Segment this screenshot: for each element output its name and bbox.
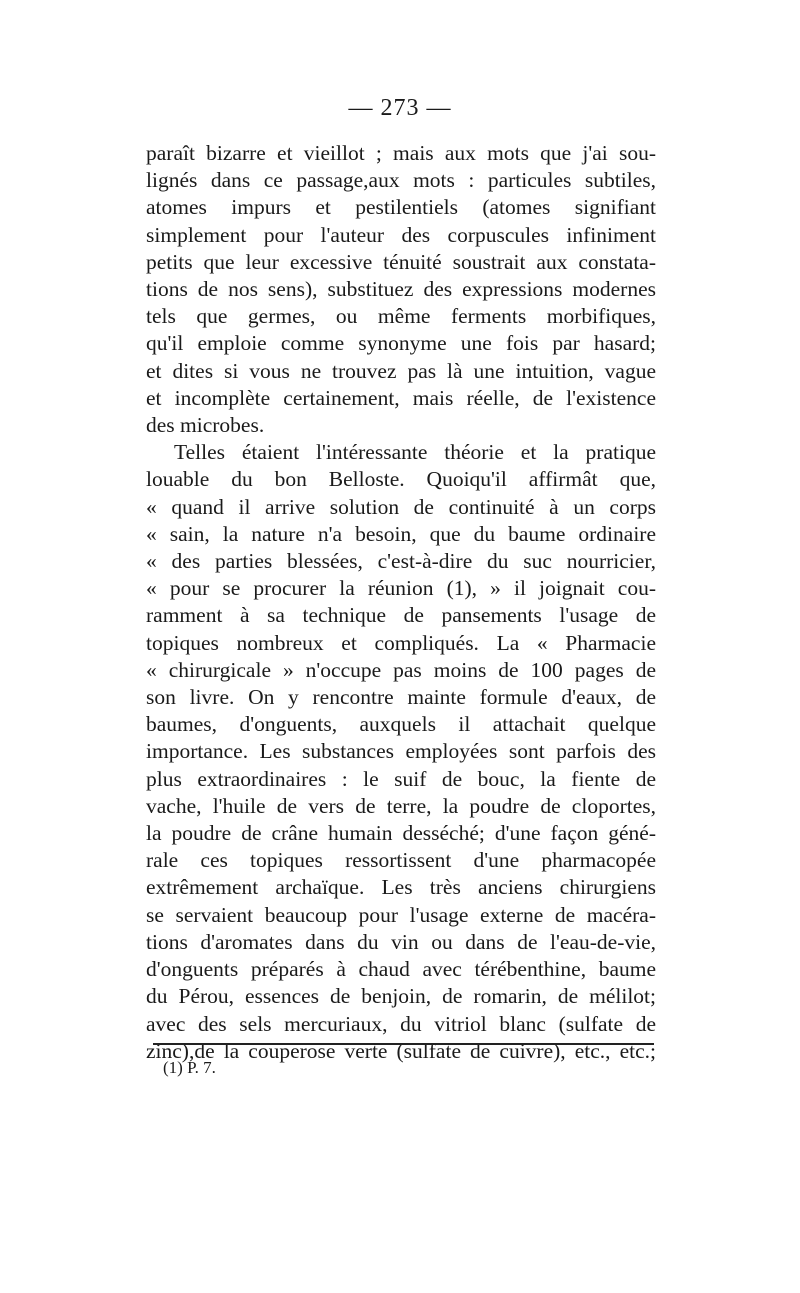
text-line: importance. Les substances employées sont parfois des <box>146 739 656 764</box>
text-line: rale ces topiques ressortissent d'une pharmacopée <box>146 848 656 873</box>
text-line: Telles étaient l'intéressante théorie et la pratique <box>174 440 656 465</box>
text-line: plus extraordinaires : le suif de bouc, la fiente de <box>146 766 656 791</box>
text-line: qu'il emploie comme synonyme une fois par hasard; <box>146 331 656 356</box>
text-line: se servaient beaucoup pour l'usage externe de macéra- <box>146 902 656 927</box>
page-number: — 273 — <box>348 95 452 121</box>
text-line: tions de nos sens), substituez des expressions modernes <box>146 277 656 302</box>
body-text <box>146 140 656 1065</box>
text-line: topiques nombreux et compliqués. La « Pharmacie <box>146 630 656 655</box>
text-line: « quand il arrive solution de continuité à un corps <box>146 494 656 519</box>
text-line: simplement pour l'auteur des corpuscules infiniment <box>146 222 656 247</box>
text-line: du Pérou, essences de benjoin, de romarin, de mélilot; <box>146 984 656 1009</box>
text-line: d'onguents préparés à chaud avec térébenthine, baume <box>146 957 656 982</box>
text-line: « des parties blessées, c'est-à-dire du suc nourricier, <box>146 549 656 574</box>
footnote-rule <box>153 1043 654 1045</box>
text-line: des microbes. <box>146 413 265 438</box>
text-line: petits que leur excessive ténuité soustrait aux constata- <box>146 249 656 274</box>
text-line: paraît bizarre et vieillot ; mais aux mots que j'ai sou- <box>146 141 656 165</box>
text-line: la poudre de crâne humain desséché; d'une façon géné- <box>146 821 656 846</box>
text-line: atomes impurs et pestilentiels (atomes signifiant <box>146 195 656 220</box>
text-line: lignés dans ce passage,aux mots : particules subtiles, <box>146 168 656 193</box>
text-line: extrêmement archaïque. Les très anciens chirurgiens <box>146 875 656 900</box>
text-line: « pour se procurer la réunion (1), » il joignait cou- <box>146 576 656 601</box>
text-line: « chirurgicale » n'occupe pas moins de 100 pages de <box>146 657 656 682</box>
text-line: tions d'aromates dans du vin ou dans de l'eau-de-vie, <box>146 929 656 954</box>
text-line: et incomplète certainement, mais réelle, de l'existence <box>146 385 656 410</box>
text-line: avec des sels mercuriaux, du vitriol blanc (sulfate de <box>146 1011 656 1036</box>
text-line: ramment à sa technique de pansements l'usage de <box>146 603 656 628</box>
text-line: et dites si vous ne trouvez pas là une intuition, vague <box>146 358 656 383</box>
text-line: zinc),de la couperose verte (sulfate de cuivre), etc., etc.; <box>146 1038 656 1063</box>
footnote: (1) P. 7. <box>163 1058 216 1077</box>
text-line: louable du bon Belloste. Quoiqu'il affirmât que, <box>146 467 656 492</box>
text-line: vache, l'huile de vers de terre, la poudre de cloportes, <box>146 793 656 818</box>
text-line: « sain, la nature n'a besoin, que du baume ordinaire <box>146 521 656 546</box>
text-line: baumes, d'onguents, auxquels il attachait quelque <box>146 712 656 737</box>
text-line: son livre. On y rencontre mainte formule d'eaux, de <box>146 685 656 710</box>
text-line: tels que germes, ou même ferments morbifiques, <box>146 304 656 329</box>
